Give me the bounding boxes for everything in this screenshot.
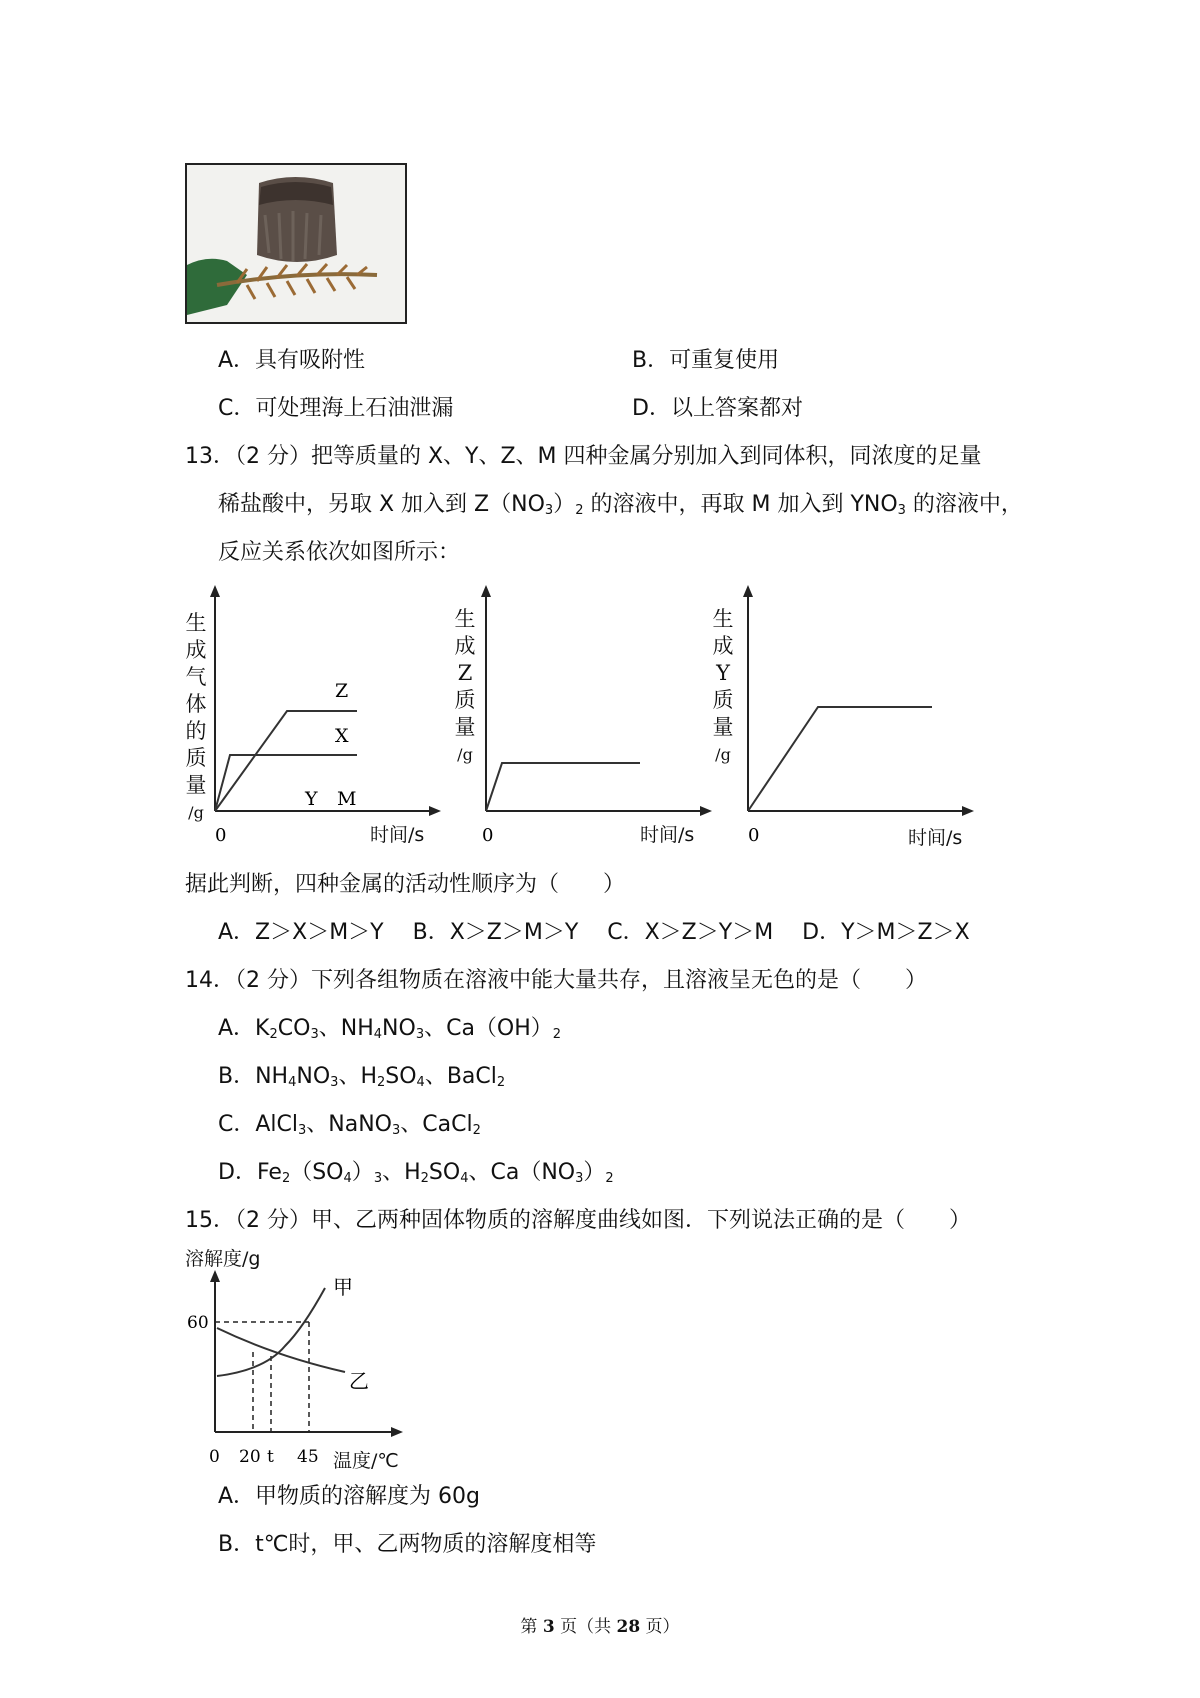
q14-option-b: B．$NH_4NO_3$、$H_2SO_4$、BaCl$_2$ (218, 1064, 506, 1090)
q15-option-b: B．t℃时，甲、乙两物质的溶解度相等 (218, 1532, 597, 1557)
photo-drawing (187, 165, 405, 322)
solubility-chart (185, 1270, 425, 1470)
page-total: 28 (616, 1617, 641, 1637)
q15-option-a: A．甲物质的溶解度为 60g (218, 1484, 481, 1509)
graph2-xlabel: 时间/s (640, 824, 695, 846)
oil-absorbing-cup-photo (185, 163, 407, 324)
solubility-x-arrow (391, 1427, 403, 1437)
page-footer: 第 3 页（共 28 页） (520, 1617, 680, 1637)
q13-question: 据此判断，四种金属的活动性顺序为（ ） (185, 872, 626, 897)
graph2-plot (476, 585, 716, 855)
q14-option-c: C．AlCl$_3$、NaNO$_3$、CaCl$_2$ (218, 1112, 481, 1138)
tick-t: t (267, 1447, 274, 1467)
graph2-ylabel: 生 成 Z 质 量 /g (454, 607, 476, 764)
graph1-label-m: M (337, 788, 357, 810)
graph2-y-arrow (481, 585, 491, 597)
graph3-ylabel: 生 成 Y 质 量 /g (712, 607, 734, 764)
tick-0: 0 (209, 1447, 220, 1467)
graph1-origin: 0 (215, 825, 227, 846)
q12-option-a: A．具有吸附性 (218, 348, 366, 373)
graph3-origin: 0 (748, 825, 760, 846)
solubility-y-arrow (210, 1270, 220, 1282)
graph1-x-arrow (429, 806, 441, 816)
graph3-y-arrow (743, 585, 753, 597)
tick-60: 60 (187, 1313, 209, 1333)
curve-jia-label: 甲 (333, 1275, 353, 1299)
q13-options: A．Z＞X＞M＞Y B．X＞Z＞M＞Y C．X＞Z＞Y＞M D．Y＞M＞Z＞X (218, 920, 970, 945)
q14-option-a: A．$K_2CO_3$、$NH_4NO_3$、$Ca(OH)_2$ (218, 1016, 562, 1042)
graph1-y-arrow (210, 585, 220, 597)
graph3-xlabel: 时间/s (908, 827, 963, 849)
q15-ylabel: 溶解度/g (185, 1248, 261, 1270)
q12-option-c: C．可处理海上石油泄漏 (218, 396, 454, 421)
tick-20: 20 (239, 1447, 261, 1467)
graph1-label-z: Z (335, 680, 349, 702)
graph1-label-x: X (335, 725, 349, 747)
q15-stem: 15．（2 分）甲、乙两种固体物质的溶解度曲线如图．下列说法正确的是（ ） (185, 1208, 971, 1233)
graph3-plot (738, 585, 978, 855)
q12-option-d: D．以上答案都对 (632, 396, 803, 421)
tick-45: 45 (297, 1447, 319, 1467)
graph3-line (748, 707, 932, 811)
graph1-label-y: Y (305, 788, 318, 810)
q14-option-d: D．$Fe_2(SO_4)_3$、$H_2SO_4$、$Ca(NO_3)_2$ (218, 1160, 614, 1186)
graph1-ylabel: 生 成 气 体 的 质 量 /g (185, 611, 207, 822)
graph1-plot (205, 585, 445, 855)
curve-yi-label: 乙 (349, 1369, 369, 1393)
q13-stem-line1: 13．（2 分）把等质量的 X、Y、Z、M 四种金属分别加入到同体积，同浓度的足量 (185, 444, 982, 469)
graph2-x-arrow (700, 806, 712, 816)
graph2-line (486, 763, 640, 811)
graph2-origin: 0 (482, 825, 494, 846)
q13-stem-line3: 反应关系依次如图所示： (218, 540, 461, 565)
graph1-xlabel: 时间/s (370, 824, 425, 846)
q12-option-b: B．可重复使用 (632, 348, 780, 373)
q14-stem: 14．（2 分）下列各组物质在溶液中能大量共存，且溶液呈无色的是（ ） (185, 968, 927, 993)
q13-stem-line2: 稀盐酸中，另取 X 加入到 $Z(NO_3)_2$ 的溶液中，再取 M 加入到 $YNO_3$ 的溶液中， (218, 492, 1023, 518)
page-number: 3 (542, 1617, 555, 1637)
graph3-x-arrow (962, 806, 974, 816)
solubility-xlabel: 温度/℃ (333, 1450, 399, 1472)
